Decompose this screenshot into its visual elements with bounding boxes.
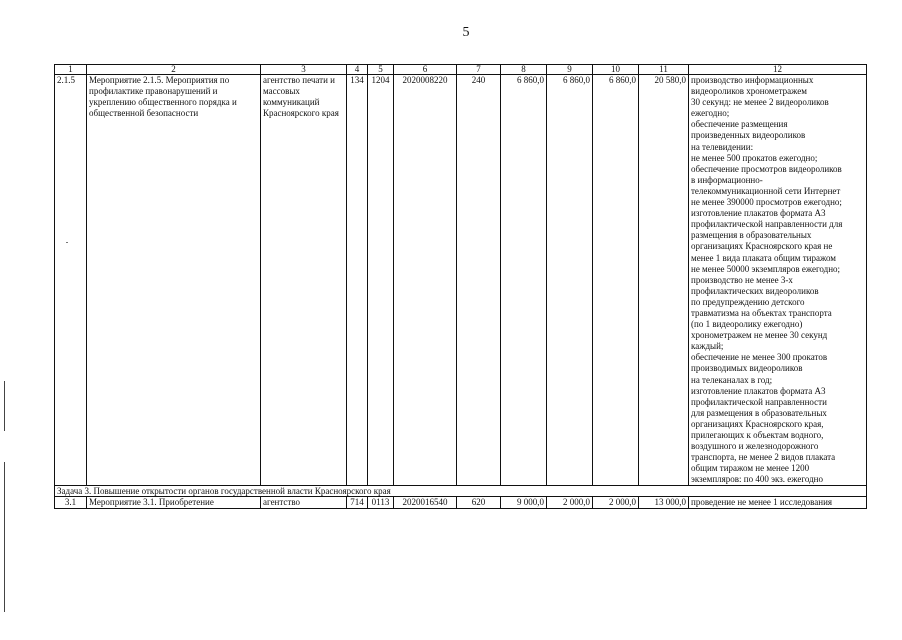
result-line: прилегающих к объектам водного, — [691, 430, 824, 440]
result-line: производство не менее 3-х — [691, 274, 793, 285]
result-line: телекоммуникационной сети Интернет — [691, 185, 841, 196]
margin-mark — [4, 462, 5, 612]
result-line: профилактических видеороликов — [691, 285, 819, 296]
page-number: 5 — [462, 25, 470, 40]
table-row — [55, 75, 867, 486]
result-line: общим тиражом не менее 1200 — [691, 463, 810, 474]
result-line: организациях Красноярского края не — [691, 241, 833, 252]
result-line: изготовление плакатов формата А3 — [691, 208, 826, 219]
row-number: 2.1.5 — [55, 75, 87, 486]
result-line: по предупреждению детского — [691, 296, 805, 307]
column-number: 5 — [368, 65, 394, 75]
result-line: не менее 500 прокатов ежегодно; — [691, 152, 818, 163]
csr-code: 2020008220 — [394, 75, 457, 486]
vr-code: 620 — [457, 497, 501, 509]
expected-result: проведение не менее 1 исследования — [689, 497, 867, 509]
grbs-code: 134 — [347, 75, 368, 486]
result-line: производство информационных — [691, 75, 814, 85]
result-line: профилактической направленности для — [691, 219, 843, 230]
column-number: 6 — [394, 65, 457, 75]
table-row — [55, 497, 867, 509]
amount-total: 20 580,0 — [639, 75, 689, 486]
expected-result — [689, 75, 867, 486]
column-number: 7 — [457, 65, 501, 75]
measure-name: Мероприятие 2.1.5. Мероприятия по профилактике правонарушений и укреплению общественного порядка и общественной безопасности — [87, 75, 261, 486]
vr-code: 240 — [457, 75, 501, 486]
result-line: воздушного и железнодорожного — [691, 441, 819, 452]
executor: агентство — [261, 497, 347, 509]
column-number: 3 — [261, 65, 347, 75]
measure-name: Мероприятие 3.1. Приобретение — [87, 497, 261, 509]
amount-year-1: 9 000,0 — [501, 497, 547, 509]
task-row — [55, 486, 867, 497]
column-number: 8 — [501, 65, 547, 75]
column-number: 10 — [593, 65, 639, 75]
program-table — [54, 64, 867, 509]
result-line: видеороликов хронометражем — [691, 86, 807, 97]
result-line: травматизма на объектах транспорта — [691, 307, 832, 318]
rzpr-code: 0113 — [368, 497, 394, 509]
amount-year-1: 6 860,0 — [501, 75, 547, 486]
column-number: 4 — [347, 65, 368, 75]
result-line: произведенных видеороликов — [691, 130, 806, 141]
executor: агентство печати и массовых коммуникаций Красноярского края — [261, 75, 347, 486]
rzpr-code: 1204 — [368, 75, 394, 486]
result-line: транспорта, не менее 2 видов плаката — [691, 452, 836, 463]
amount-total: 13 000,0 — [639, 497, 689, 509]
result-line: обеспечение размещения — [691, 119, 788, 130]
column-number: 11 — [639, 65, 689, 75]
result-line: в информационно- — [691, 174, 763, 185]
result-line: 30 секунд: не менее 2 видеороликов — [691, 97, 829, 108]
column-number: 9 — [547, 65, 593, 75]
result-line: не менее 50000 экземпляров ежегодно; — [691, 263, 841, 274]
result-line: организациях Красноярского края, — [691, 418, 824, 429]
result-line: не менее 390000 просмотров ежегодно; — [691, 197, 842, 208]
result-line: обеспечение просмотров видеороликов — [691, 163, 842, 174]
result-line: менее 1 вида плаката общим тиражом — [691, 252, 837, 263]
result-line: для размещения в образовательных — [691, 407, 827, 418]
result-line: хронометражем не менее 30 секунд — [691, 330, 828, 341]
result-line: обеспечение не менее 300 прокатов — [691, 352, 828, 363]
amount-year-3: 2 000,0 — [593, 497, 639, 509]
result-line: изготовление плакатов формата А3 — [691, 385, 826, 396]
result-line: производимых видеороликов — [691, 363, 803, 374]
grbs-code: 714 — [347, 497, 368, 509]
csr-code: 2020016540 — [394, 497, 457, 509]
result-line: экземпляров: по 400 экз. ежегодно — [691, 474, 823, 485]
column-number: 12 — [689, 65, 867, 75]
result-line: размещения в образовательных — [691, 230, 812, 241]
result-line: на телевидении: — [691, 141, 754, 152]
result-line: профилактической направленности — [691, 396, 827, 407]
column-numbers-row — [55, 65, 867, 75]
task-title: Задача 3. Повышение открытости органов государственной власти Красноярского края — [55, 486, 867, 497]
amount-year-2: 6 860,0 — [547, 75, 593, 486]
result-line: (по 1 видеоролику ежегодно) — [691, 319, 803, 330]
amount-year-2: 2 000,0 — [547, 497, 593, 509]
margin-mark — [4, 381, 5, 431]
column-number: 1 — [55, 65, 87, 75]
row-number: 3.1 — [55, 497, 87, 509]
column-number: 2 — [87, 65, 261, 75]
result-line: на телеканалах в год; — [691, 374, 773, 385]
result-line: ежегодно; — [691, 108, 730, 119]
result-line: каждый; — [691, 341, 724, 352]
amount-year-3: 6 860,0 — [593, 75, 639, 486]
